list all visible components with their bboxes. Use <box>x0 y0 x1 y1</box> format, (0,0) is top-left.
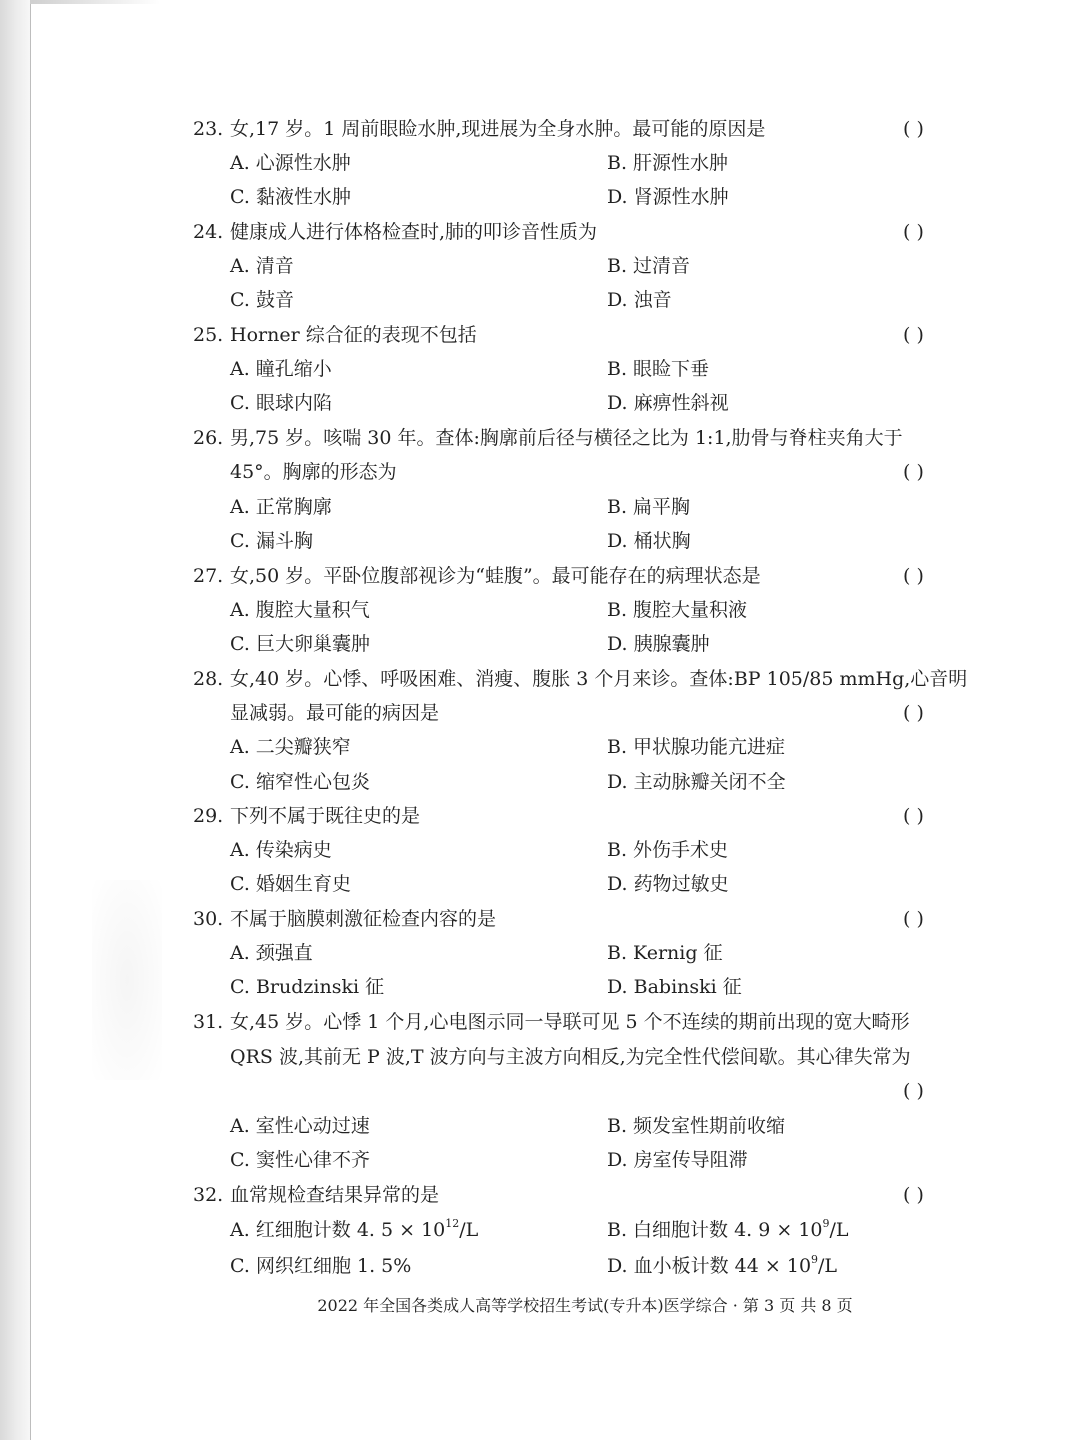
question-number: 27. <box>193 565 224 587</box>
option-b: B. 甲状腺功能亢进症 <box>607 736 786 758</box>
question-number: 24. <box>193 221 224 243</box>
option-a: A. 腹腔大量积气 <box>230 599 370 621</box>
question-stem: 下列不属于既往史的是 <box>230 805 421 827</box>
option-c: C. 黏液性水肿 <box>230 186 351 208</box>
option-b: B. 肝源性水肿 <box>607 152 729 174</box>
option-b-exponent: 9 <box>822 1217 830 1230</box>
answer-parentheses[interactable]: ( ) <box>903 324 924 346</box>
question-30-options-row-1 <box>0 936 1080 970</box>
option-d: D. 房室传导阻滞 <box>607 1149 748 1171</box>
question-24-stem-line <box>0 215 1080 249</box>
option-a: A. 清音 <box>230 255 294 277</box>
question-23-options-row-2 <box>0 180 1080 214</box>
question-23-options-row-1 <box>0 146 1080 180</box>
question-number: 29. <box>193 805 224 827</box>
option-b: B. 腹腔大量积液 <box>607 599 748 621</box>
option-a: A. 室性心动过速 <box>230 1115 370 1137</box>
option-d: D. Babinski 征 <box>607 976 742 998</box>
question-stem: 女,17 岁。1 周前眼睑水肿,现进展为全身水肿。最可能的原因是 <box>230 118 766 140</box>
question-31-options-row-1 <box>0 1109 1080 1143</box>
answer-parentheses[interactable]: ( ) <box>903 565 924 587</box>
question-number: 25. <box>193 324 224 346</box>
question-28-options-row-1 <box>0 730 1080 764</box>
option-b: B. 眼睑下垂 <box>607 358 710 380</box>
option-a: A. 心源性水肿 <box>230 152 351 174</box>
question-number: 28. <box>193 668 224 690</box>
option-c: C. 漏斗胸 <box>230 530 313 552</box>
option-a-exponent: 12 <box>445 1217 460 1230</box>
option-b: B. 外伤手术史 <box>607 839 729 861</box>
option-a: A. 二尖瓣狭窄 <box>230 736 351 758</box>
option-c: C. 网织红细胞 1. 5% <box>230 1255 412 1277</box>
option-b: B. 过清音 <box>607 255 691 277</box>
option-b: B. Kernig 征 <box>607 942 723 964</box>
question-27-options-row-2 <box>0 627 1080 661</box>
option-c: C. 缩窄性心包炎 <box>230 771 370 793</box>
question-25-options-row-2 <box>0 386 1080 420</box>
option-b-unit: /L <box>829 1219 849 1241</box>
option-b-text: B. 白细胞计数 4. 9 × 10 <box>607 1219 823 1241</box>
answer-parentheses[interactable]: ( ) <box>903 461 924 483</box>
option-b: B. 扁平胸 <box>607 496 691 518</box>
question-26-options-row-2 <box>0 524 1080 558</box>
option-d-exponent: 9 <box>811 1253 819 1266</box>
question-30-options-row-2 <box>0 970 1080 1004</box>
answer-parentheses[interactable]: ( ) <box>903 1080 924 1102</box>
option-c: C. 婚姻生育史 <box>230 873 351 895</box>
option-a: A. 正常胸廓 <box>230 496 332 518</box>
question-stem-continued: 45°。胸廓的形态为 <box>230 461 397 483</box>
option-d: D. 肾源性水肿 <box>607 186 729 208</box>
question-28-options-row-2 <box>0 765 1080 799</box>
question-23-stem-line <box>0 112 1080 146</box>
option-a-text: A. 红细胞计数 4. 5 × 10 <box>230 1219 446 1241</box>
question-stem: 健康成人进行体格检查时,肺的叩诊音性质为 <box>230 221 598 243</box>
question-26-stem-line-1 <box>0 421 1080 455</box>
answer-parentheses[interactable]: ( ) <box>903 702 924 724</box>
question-24-options-row-2 <box>0 283 1080 317</box>
option-c: C. 眼球内陷 <box>230 392 332 414</box>
question-29-options-row-1 <box>0 833 1080 867</box>
question-stem: 男,75 岁。咳喘 30 年。查体:胸廓前后径与横径之比为 1:1,肋骨与脊柱夹角大于 <box>230 427 903 449</box>
question-28-stem-line-1 <box>0 662 1080 696</box>
question-stem: 血常规检查结果异常的是 <box>230 1184 440 1206</box>
option-b: B. 频发室性期前收缩 <box>607 1115 786 1137</box>
option-d: D. 麻痹性斜视 <box>607 392 729 414</box>
option-d: D. 浊音 <box>607 289 672 311</box>
option-d: D. 主动脉瓣关闭不全 <box>607 771 786 793</box>
option-a: A. 颈强直 <box>230 942 313 964</box>
page-footer: 2022 年全国各类成人高等学校招生考试(专升本)医学综合 · 第 3 页 共 8 页 <box>317 1296 853 1315</box>
question-28-stem-line-2 <box>0 696 1080 730</box>
option-d: D. 胰腺囊肿 <box>607 633 710 655</box>
option-a: A. 瞳孔缩小 <box>230 358 332 380</box>
question-stem: 女,45 岁。心悸 1 个月,心电图示同一导联可见 5 个不连续的期前出现的宽大畸形 <box>230 1011 910 1033</box>
question-32-options-row-2 <box>0 1249 1080 1283</box>
page-top-shadow <box>30 0 160 4</box>
question-31-paren-line <box>0 1074 1080 1108</box>
question-30-stem-line <box>0 902 1080 936</box>
option-c: C. 鼓音 <box>230 289 294 311</box>
question-25-stem-line <box>0 318 1080 352</box>
option-d-text: D. 血小板计数 44 × 10 <box>607 1255 812 1277</box>
option-c: C. 巨大卵巢囊肿 <box>230 633 370 655</box>
option-d: D. 桶状胸 <box>607 530 691 552</box>
question-25-options-row-1 <box>0 352 1080 386</box>
question-31-stem-line-2 <box>0 1040 1080 1074</box>
question-stem: Horner 综合征的表现不包括 <box>230 324 477 346</box>
option-d-unit: /L <box>818 1255 838 1277</box>
question-32-options-row-1 <box>0 1213 1080 1247</box>
question-number: 30. <box>193 908 224 930</box>
question-31-stem-line-1 <box>0 1005 1080 1039</box>
question-stem-continued: 显减弱。最可能的病因是 <box>230 702 440 724</box>
question-number: 32. <box>193 1184 224 1206</box>
answer-parentheses[interactable]: ( ) <box>903 118 924 140</box>
option-a <box>230 1213 478 1247</box>
question-32-stem-line <box>0 1178 1080 1212</box>
option-a-unit: /L <box>459 1219 479 1241</box>
question-number: 23. <box>193 118 224 140</box>
option-c: C. 窦性心律不齐 <box>230 1149 370 1171</box>
option-d: D. 药物过敏史 <box>607 873 729 895</box>
question-29-options-row-2 <box>0 867 1080 901</box>
question-29-stem-line <box>0 799 1080 833</box>
question-26-options-row-1 <box>0 490 1080 524</box>
question-number: 26. <box>193 427 224 449</box>
question-31-options-row-2 <box>0 1143 1080 1177</box>
question-24-options-row-1 <box>0 249 1080 283</box>
question-stem: 女,40 岁。心悸、呼吸困难、消瘦、腹胀 3 个月来诊。查体:BP 105/85 mmHg,心音明 <box>230 668 968 690</box>
answer-parentheses[interactable]: ( ) <box>903 221 924 243</box>
answer-parentheses[interactable]: ( ) <box>903 908 924 930</box>
question-stem-continued: QRS 波,其前无 P 波,T 波方向与主波方向相反,为完全性代偿间歇。其心律失常为 <box>230 1046 911 1068</box>
option-a: A. 传染病史 <box>230 839 332 861</box>
option-d <box>607 1249 837 1283</box>
answer-parentheses[interactable]: ( ) <box>903 1184 924 1206</box>
question-27-stem-line <box>0 559 1080 593</box>
question-26-stem-line-2 <box>0 455 1080 489</box>
question-stem: 女,50 岁。平卧位腹部视诊为“蛙腹”。最可能存在的病理状态是 <box>230 565 761 587</box>
option-c: C. Brudzinski 征 <box>230 976 385 998</box>
question-27-options-row-1 <box>0 593 1080 627</box>
question-stem: 不属于脑膜刺激征检查内容的是 <box>230 908 497 930</box>
answer-parentheses[interactable]: ( ) <box>903 805 924 827</box>
question-number: 31. <box>193 1011 224 1033</box>
option-b <box>607 1213 849 1247</box>
